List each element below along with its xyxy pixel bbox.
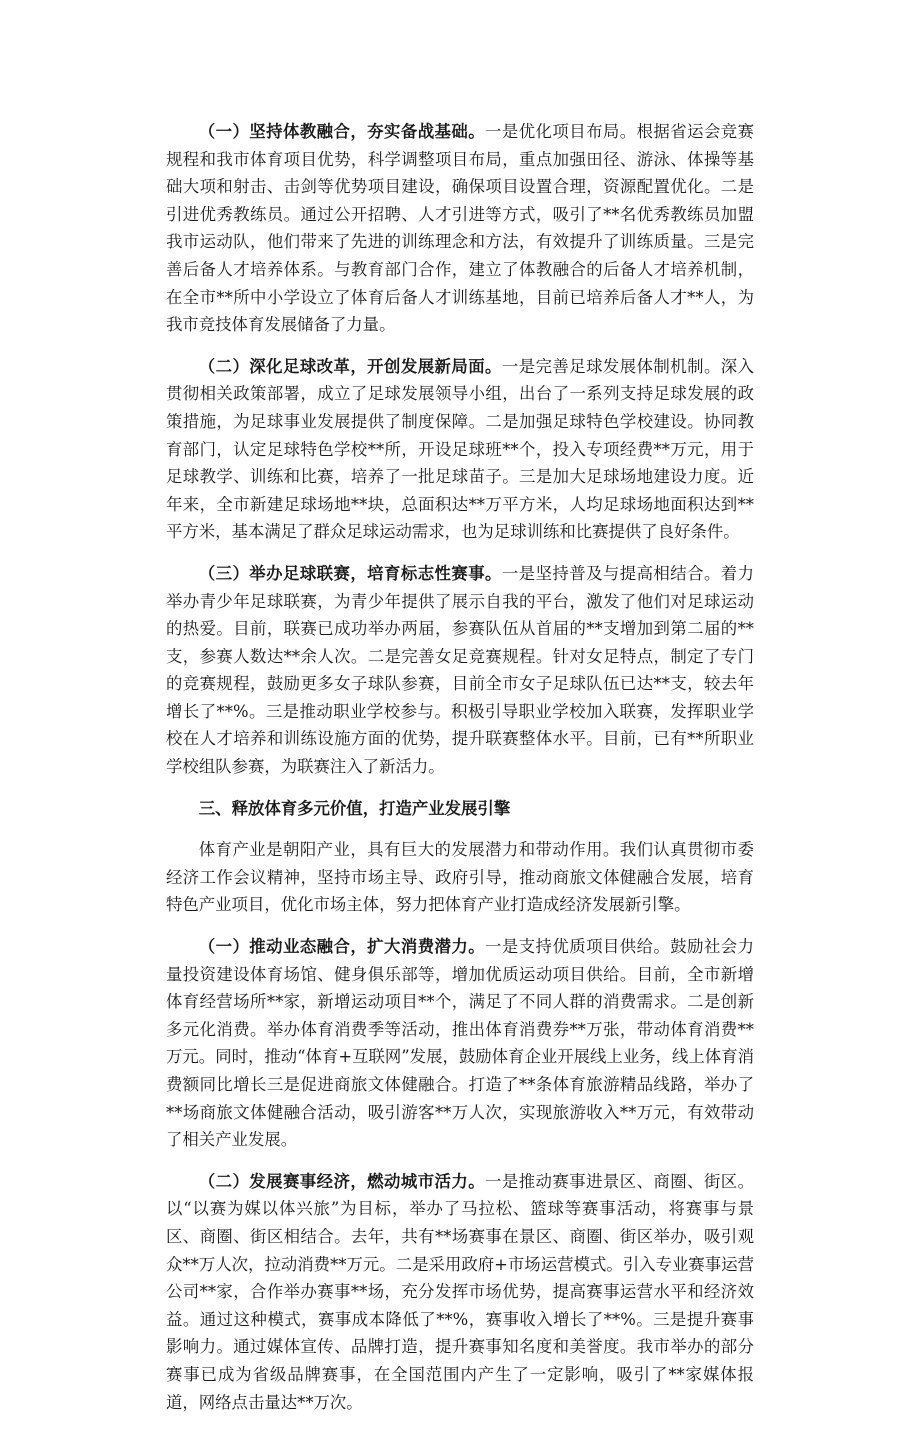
paragraph-event-economy <box>166 1168 754 1416</box>
paragraph-football-reform <box>166 353 754 546</box>
paragraph-industry-integration <box>166 933 754 1154</box>
document-body <box>166 118 754 1430</box>
paragraph-body: 一是推动赛事进景区、商圈、街区。以“以赛为媒以体兴旅”为目标，举办了马拉松、篮球等赛事活动，将赛事与景区、商圈、街区相结合。去年，共有**场赛事在景区、商圈、街区举办，吸引观众**万人次，拉动消费**万元。二是采用政府+市场运营模式。引入专业赛事运营公司**家，合作举办赛事**场，充分发挥市场优势，提高赛事运营水平和经济效益。通过这种模式，赛事成本降低了**%，赛事收入增长了**%。三是提升赛事影响力。通过媒体宣传、品牌打造，提升赛事知名度和美誉度。我市举办的部分赛事已成为省级品牌赛事，在全国范围内产生了一定影响，吸引了**家媒体报道，网络点击量达**万次。 <box>166 1171 755 1412</box>
paragraph-body: 一是坚持普及与提高相结合。着力举办青少年足球联赛，为青少年提供了展示自我的平台，激发了他们对足球运动的热爱。目前，联赛已成功举办两届，参赛队伍从首届的**支增加到第二届的**支，参赛人数达**余人次。二是完善女足竞赛规程。针对女足特点，制定了专门的竞赛规程，鼓励更多女子球队参赛，目前全市女子足球队伍已达**支，较去年增长了**%。三是推动职业学校参与。积极引导职业学校加入联赛，发挥职业学校在人才培养和训练设施方面的优势，提升联赛整体水平。目前，已有**所职业学校组队参赛，为联赛注入了新活力。 <box>166 563 755 777</box>
paragraph-lead: （一）推动业态融合，扩大消费潜力。 <box>198 937 486 957</box>
paragraph-body: 一是优化项目布局。根据省运会竞赛规程和我市体育项目优势，科学调整项目布局，重点加强田径、游泳、体操等基础大项和射击、击剑等优势项目建设，确保项目设置合理，资源配置优化。二是引进优秀教练员。通过公开招聘、人才引进等方式，吸引了**名优秀教练员加盟我市运动队，他们带来了先进的训练理念和方法，有效提升了训练质量。三是完善后备人才培养体系。与教育部门合作，建立了体教融合的后备人才培养机制，在全市**所中小学设立了体育后备人才训练基地，目前已培养后备人才**人，为我市竞技体育发展储备了力量。 <box>166 122 755 335</box>
paragraph-sports-education-integration <box>166 118 754 339</box>
paragraph-lead: （三）举办足球联赛，培育标志性赛事。 <box>198 563 502 583</box>
paragraph-lead: （二）发展赛事经济，燃动城市活力。 <box>198 1171 486 1191</box>
paragraph-lead: （一）坚持体教融合，夯实备战基础。 <box>198 122 486 141</box>
paragraph-lead: （二）深化足球改革，开创发展新局面。 <box>198 356 502 376</box>
paragraph-intro: 体育产业是朝阳产业，具有巨大的发展潜力和带动作用。我们认真贯彻市委经济工作会议精神，坚持市场主导、政府引导，推动商旅文体健融合发展，培育特色产业项目，优化市场主体，努力把体育产业打造成经济发展新引擎。 <box>166 840 754 915</box>
paragraph-football-league <box>166 560 754 781</box>
section-heading: 三、释放体育多元价值，打造产业发展引擎 <box>198 798 511 818</box>
paragraph-body: 一是支持优质项目供给。鼓励社会力量投资建设体育场馆、健身俱乐部等，增加优质运动项目供给。目前，全市新增体育经营场所**家，新增运动项目**个，满足了不同人群的消费需求。二是创新多元化消费。举办体育消费季等活动，推出体育消费券**万张，带动体育消费**万元。同时，推动“体育+互联网”发展，鼓励体育企业开展线上业务，线上体育消费额同比增长三是促进商旅文体健融合。打造了**条体育旅游精品线路，举办了**场商旅文体健融合活动，吸引游客**万人次，实现旅游收入**万元，有效带动了相关产业发展。 <box>166 937 755 1150</box>
paragraph-body: 一是完善足球发展体制机制。深入贯彻相关政策部署，成立了足球发展领导小组，出台了一系列支持足球发展的政策措施，为足球事业发展提供了制度保障。二是加强足球特色学校建设。协同教育部门，认定足球特色学校**所，开设足球班**个，投入专项经费**万元，用于足球教学、训练和比赛，培养了一批足球苗子。三是加大足球场地建设力度。近年来，全市新建足球场地**块，总面积达**万平方米，人均足球场地面积达到**平方米，基本满足了群众足球运动需求，也为足球训练和比赛提供了良好条件。 <box>166 356 755 542</box>
